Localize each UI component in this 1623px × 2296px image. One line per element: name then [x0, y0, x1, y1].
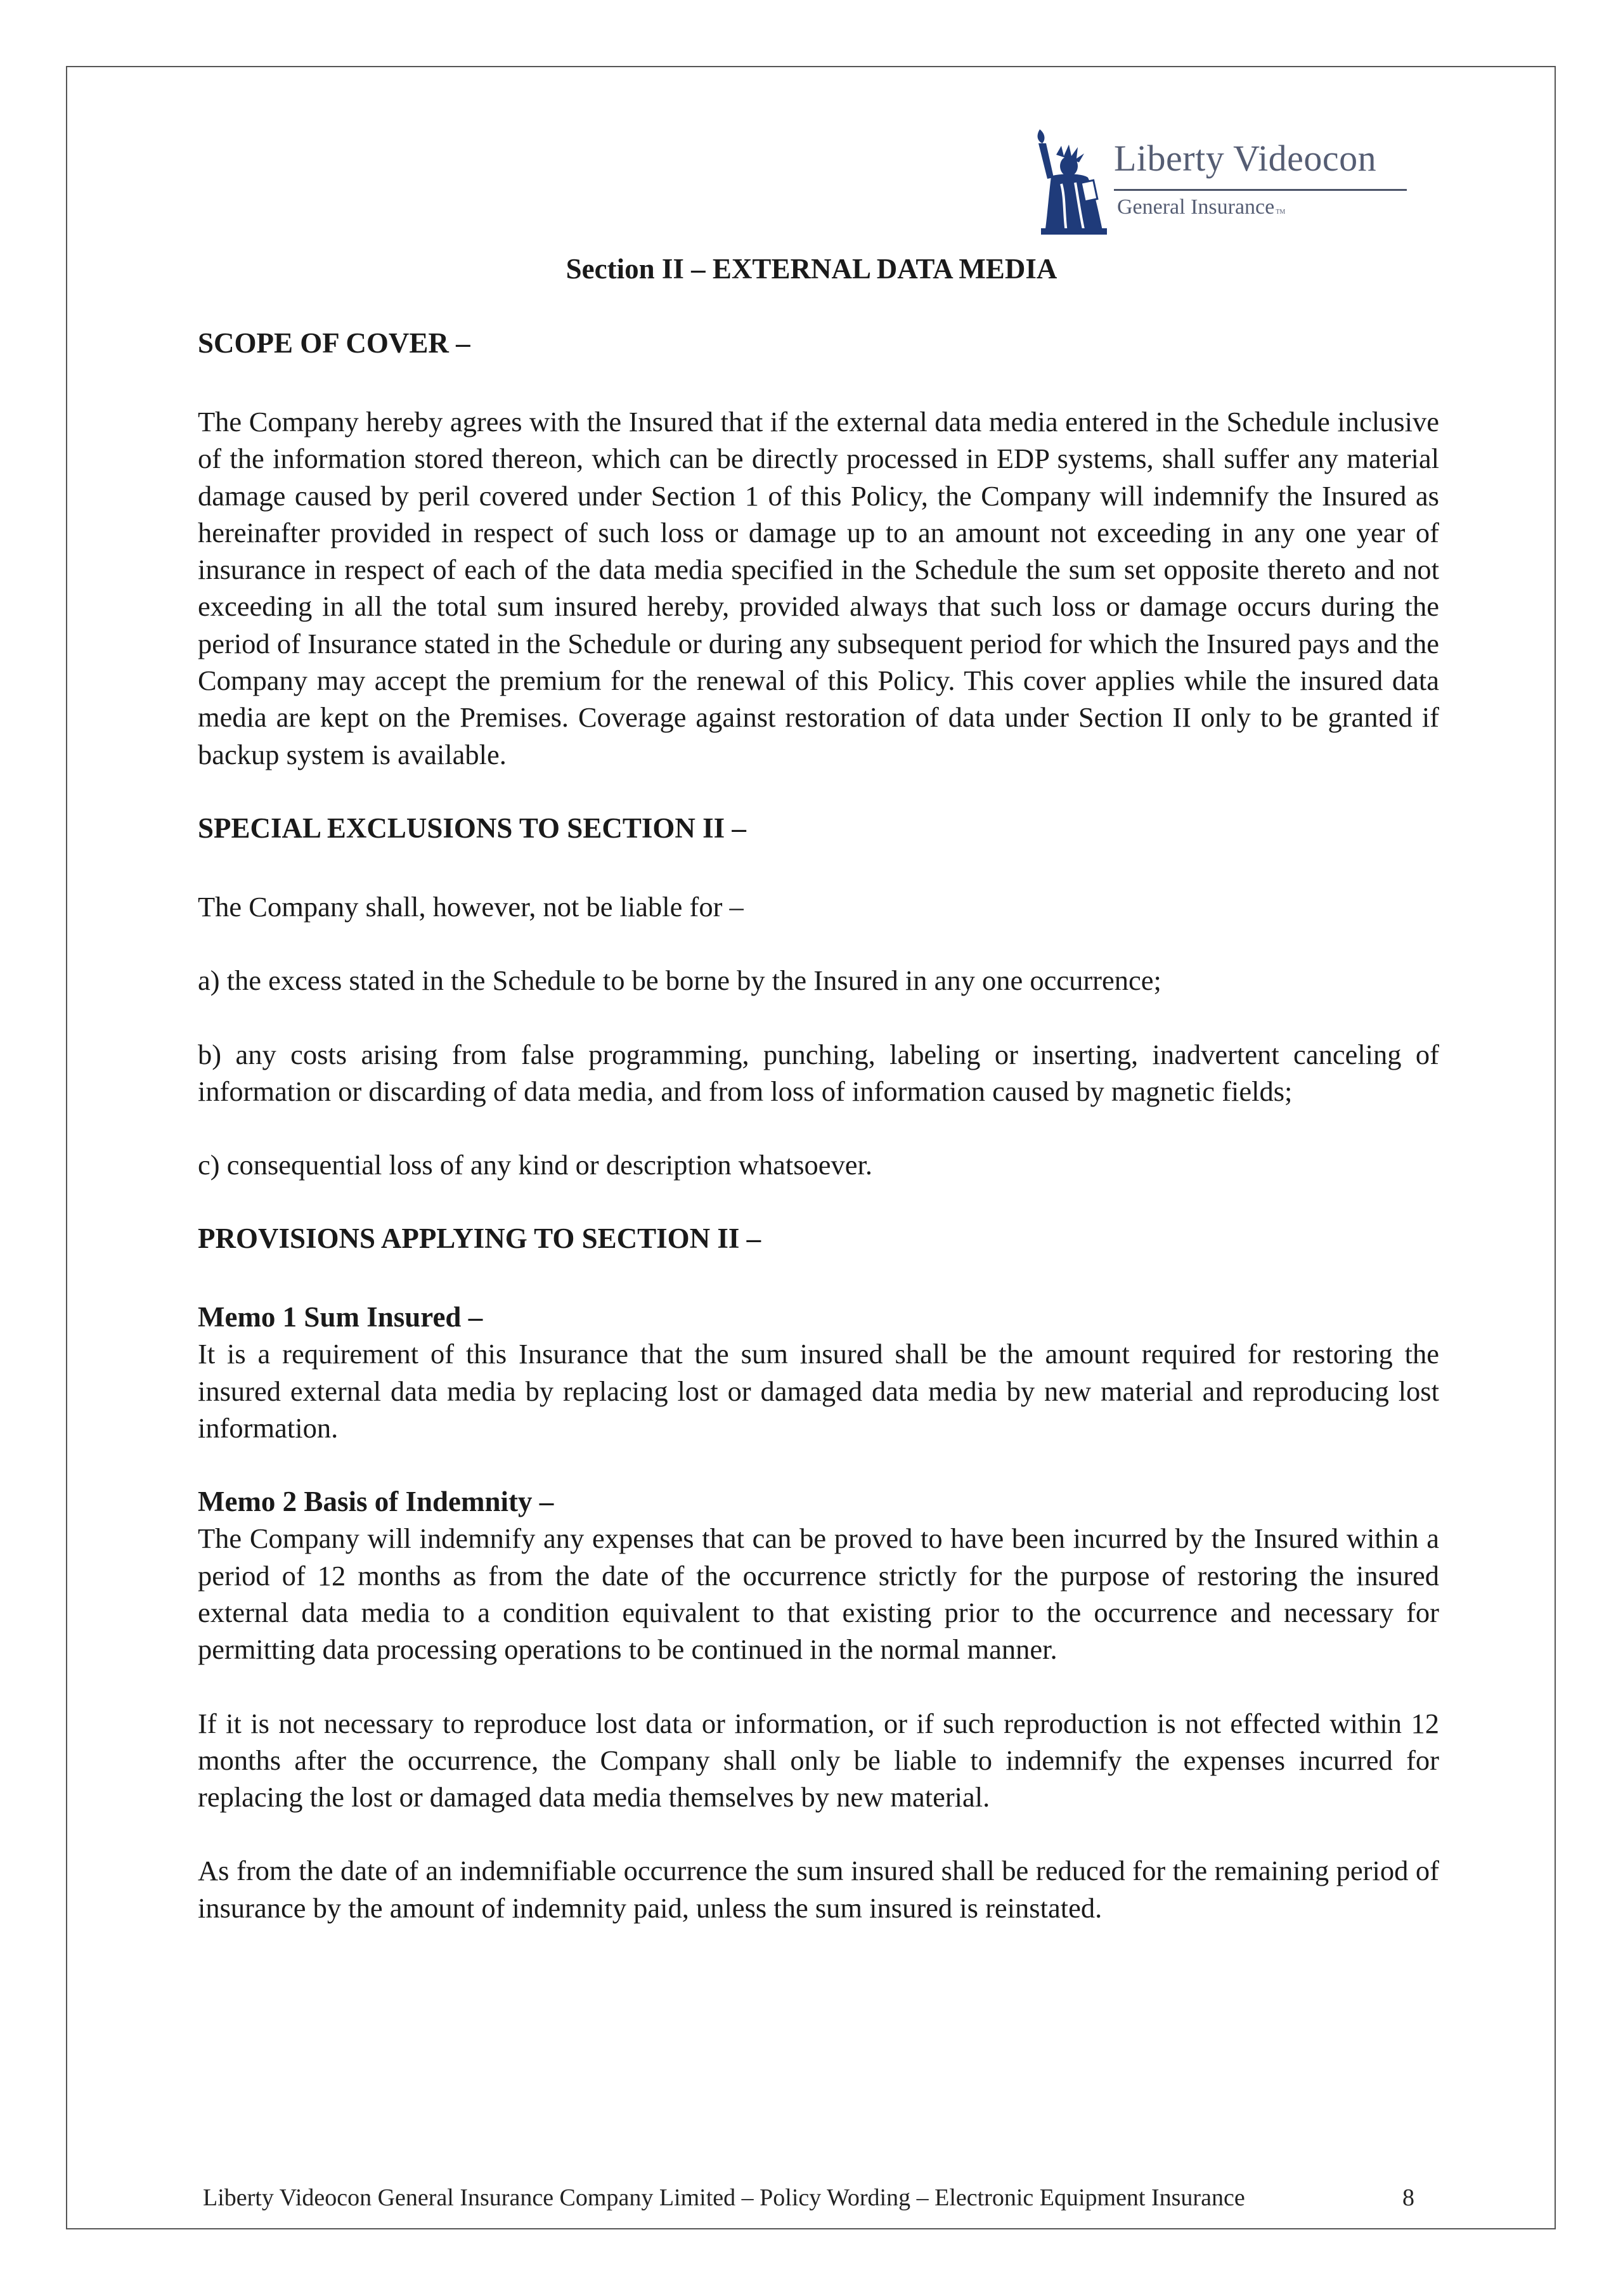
section-title: Section II – EXTERNAL DATA MEDIA	[566, 253, 1057, 285]
memo2-title: Memo 2 Basis of Indemnity –	[198, 1486, 554, 1518]
company-logo	[1028, 127, 1409, 235]
exclusion-item-c: c) consequential loss of any kind or description whatsoever.	[198, 1149, 873, 1181]
provisions-heading: PROVISIONS APPLYING TO SECTION II –	[198, 1223, 761, 1255]
logo-subtitle-text: General Insurance	[1117, 195, 1275, 219]
scope-body: The Company hereby agrees with the Insured that if the external data media entered in the Schedule inclusive of the information stored thereon, which can be directly processed in EDP systems, shall suffer any material damage caused by peril covered under Section 1 of this Policy, the Company will indemnify the Insured as hereinafter provided in respect of such loss or damage up to an amount not exceeding in any one year of insurance in respect of each of the data media specified in the Schedule the sum set opposite thereto and not exceeding in all the total sum insured hereby, provided always that such loss or damage occurs during the period of Insurance stated in the Schedule or during any subsequent period for which the Insured pays and the Company may accept the premium for the renewal of this Policy. This cover applies while the insured data media are kept on the Premises. Coverage against restoration of data under Section II only to be granted if backup system is available.	[198, 406, 1439, 770]
statue-of-liberty-icon	[1028, 127, 1112, 235]
memo1-title: Memo 1 Sum Insured –	[198, 1301, 483, 1333]
memo2-paragraph: As from the date of an indemnifiable occurrence the sum insured shall be reduced for the remaining period of insurance by the amount of indemnity paid, unless the sum insured is reinstated.	[198, 1855, 1439, 1924]
exclusion-item-a: a) the excess stated in the Schedule to be borne by the Insured in any one occurrence;	[198, 964, 1161, 997]
memo2-paragraph: The Company will indemnify any expenses that can be proved to have been incurred by the Insured within a period of 12 months as from the date of the occurrence strictly for the purpose of restoring the insured external data media to a condition equivalent to that existing prior to the occurrence and necessary for permitting data processing operations to be continued in the normal manner.	[198, 1522, 1439, 1666]
exclusions-intro: The Company shall, however, not be liable for –	[198, 890, 744, 923]
exclusion-item-b: b) any costs arising from false programming, punching, labeling or inserting, inadvertent canceling of information or discarding of data media, and from loss of information caused by magnetic fields;	[198, 1038, 1439, 1107]
logo-trademark: TM	[1276, 209, 1286, 216]
footer-text: Liberty Videocon General Insurance Company Limited – Policy Wording – Electronic Equipment Insurance	[203, 2184, 1245, 2211]
memo2-paragraph: If it is not necessary to reproduce lost data or information, or if such reproduction is not effected within 12 months after the occurrence, the Company shall only be liable to indemnify the expenses incurred for replacing the lost or damaged data media themselves by new material.	[198, 1707, 1439, 1813]
scope-heading: SCOPE OF COVER –	[198, 327, 470, 359]
logo-brand: Liberty Videocon	[1114, 138, 1377, 179]
page-footer	[203, 2184, 1419, 2212]
document-body	[198, 325, 1439, 1963]
logo-underline	[1114, 189, 1407, 191]
logo-subtitle	[1117, 195, 1285, 219]
page-number: 8	[1402, 2184, 1414, 2211]
memo1-body: It is a requirement of this Insurance that the sum insured shall be the amount required for restoring the insured external data media by replacing lost or damaged data media by new material and reproducing lost information.	[198, 1338, 1439, 1444]
exclusions-heading: SPECIAL EXCLUSIONS TO SECTION II –	[198, 812, 746, 844]
